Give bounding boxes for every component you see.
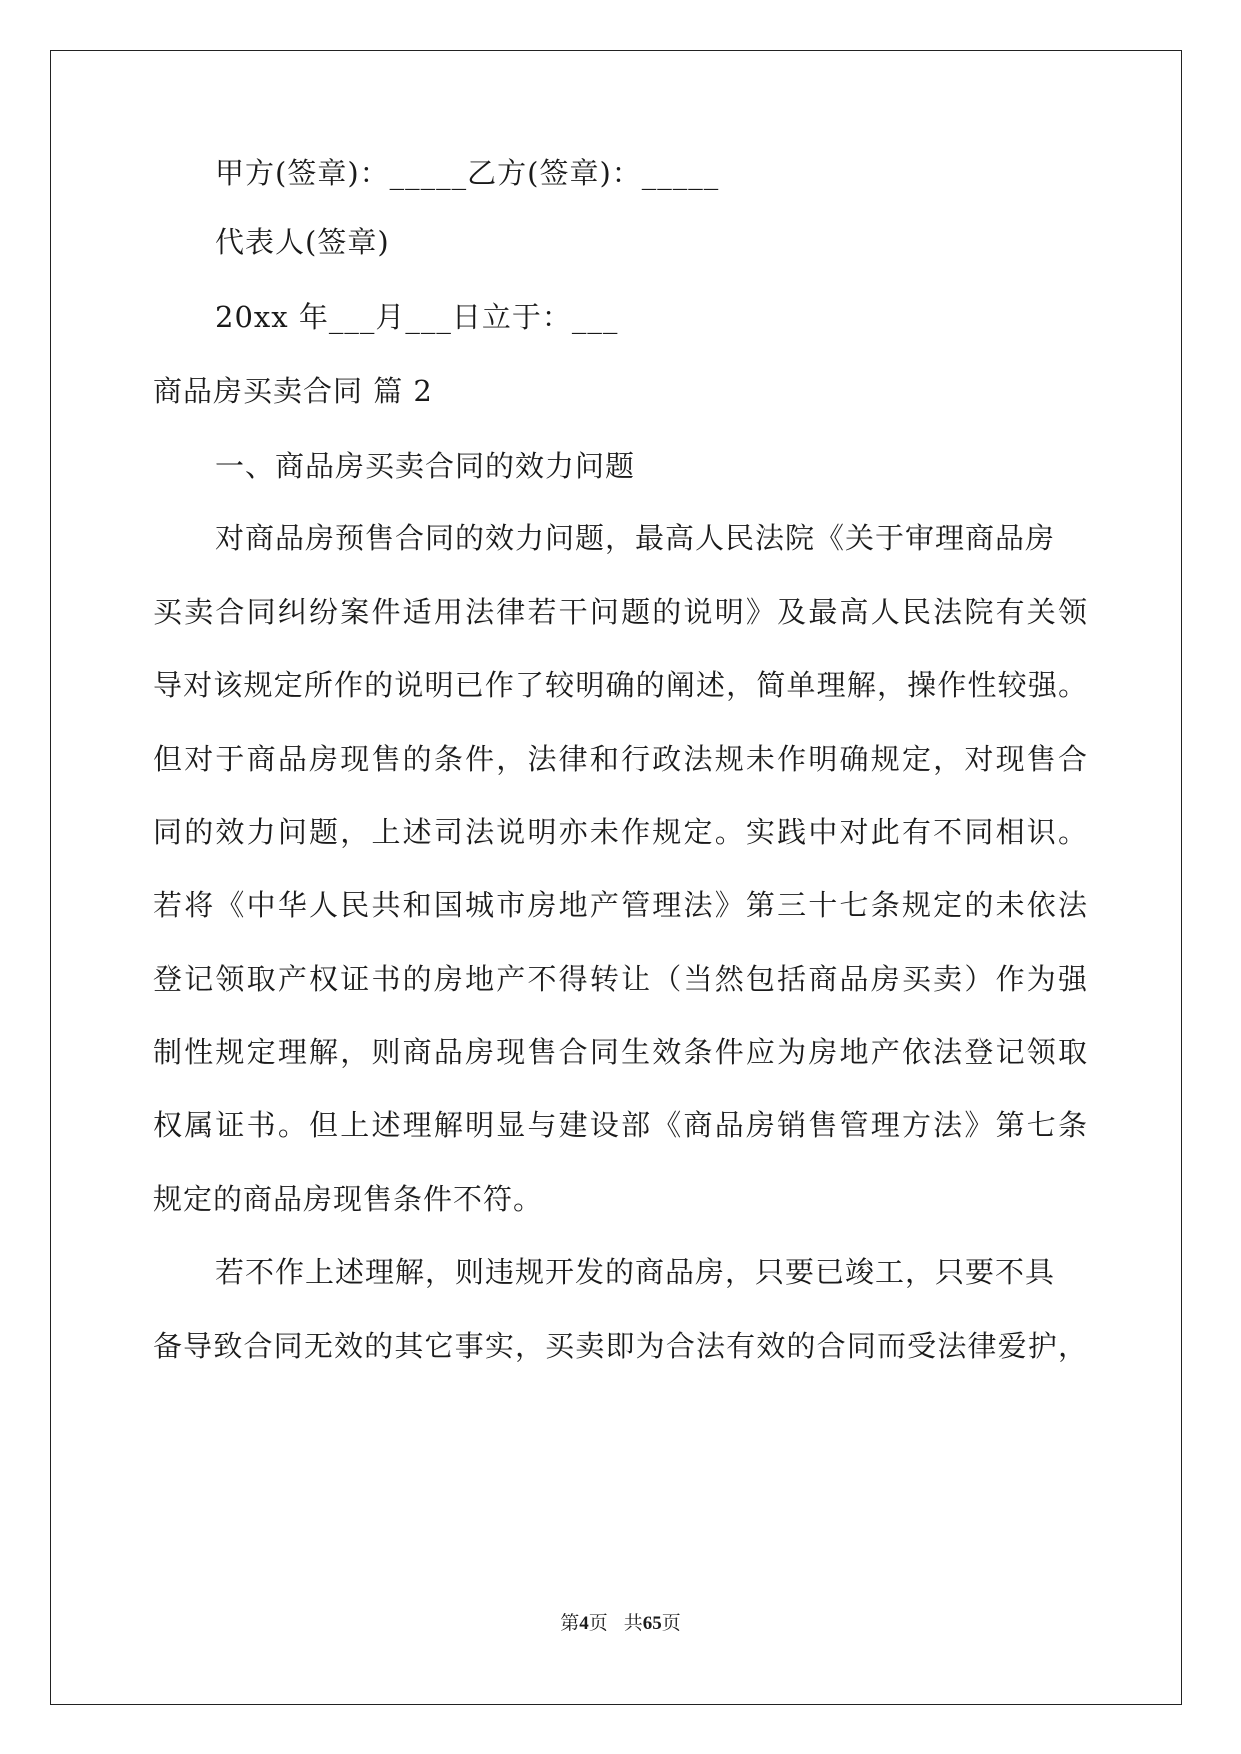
footer-page-prefix: 第: [560, 1613, 580, 1634]
paragraph-line: 对商品房预售合同的效力问题，最高人民法院《关于审理商品房: [215, 521, 1056, 555]
paragraph-line: 制性规定理解，则商品房现售合同生效条件应为房地产依法登记领取: [153, 1035, 1088, 1069]
footer-total-pages: 65: [642, 1613, 662, 1634]
paragraph-line: 登记领取产权证书的房地产不得转让（当然包括商品房买卖）作为强: [153, 962, 1088, 996]
paragraph-line: 导对该规定所作的说明已作了较明确的阐述，简单理解，操作性较强。: [153, 668, 1088, 702]
section-title: 商品房买卖合同 篇 2: [153, 374, 433, 408]
signature-representative-line: 代表人(签章): [215, 225, 390, 259]
paragraph-line: 同的效力问题，上述司法说明亦未作规定。实践中对此有不同相识。: [153, 815, 1088, 849]
paragraph-line: 规定的商品房现售条件不符。: [153, 1182, 544, 1216]
signature-parties-line: 甲方(签章)：_____乙方(签章)：_____: [215, 156, 720, 190]
paragraph-line: 备导致合同无效的其它事实，买卖即为合法有效的合同而受法律爱护，: [153, 1329, 1088, 1363]
paragraph-line: 若将《中华人民共和国城市房地产管理法》第三十七条规定的未依法: [153, 888, 1088, 922]
paragraph-line: 买卖合同纠纷案件适用法律若干问题的说明》及最高人民法院有关领: [153, 595, 1088, 629]
footer-page-suffix: 页: [588, 1613, 608, 1634]
footer-total-suffix: 页: [661, 1613, 681, 1634]
subsection-heading: 一、商品房买卖合同的效力问题: [215, 449, 636, 483]
paragraph-line: 若不作上述理解，则违规开发的商品房，只要已竣工，只要不具: [215, 1255, 1056, 1289]
signature-date-line: 20xx 年___月___日立于：___: [215, 300, 619, 334]
paragraph-line: 但对于商品房现售的条件，法律和行政法规未作明确规定，对现售合: [153, 742, 1088, 776]
paragraph-line: 权属证书。但上述理解明显与建设部《商品房销售管理方法》第七条: [153, 1108, 1088, 1142]
footer-total-prefix: 共: [623, 1613, 643, 1634]
footer-page-number: 4: [579, 1613, 589, 1634]
page-footer: [0, 1612, 1241, 1636]
